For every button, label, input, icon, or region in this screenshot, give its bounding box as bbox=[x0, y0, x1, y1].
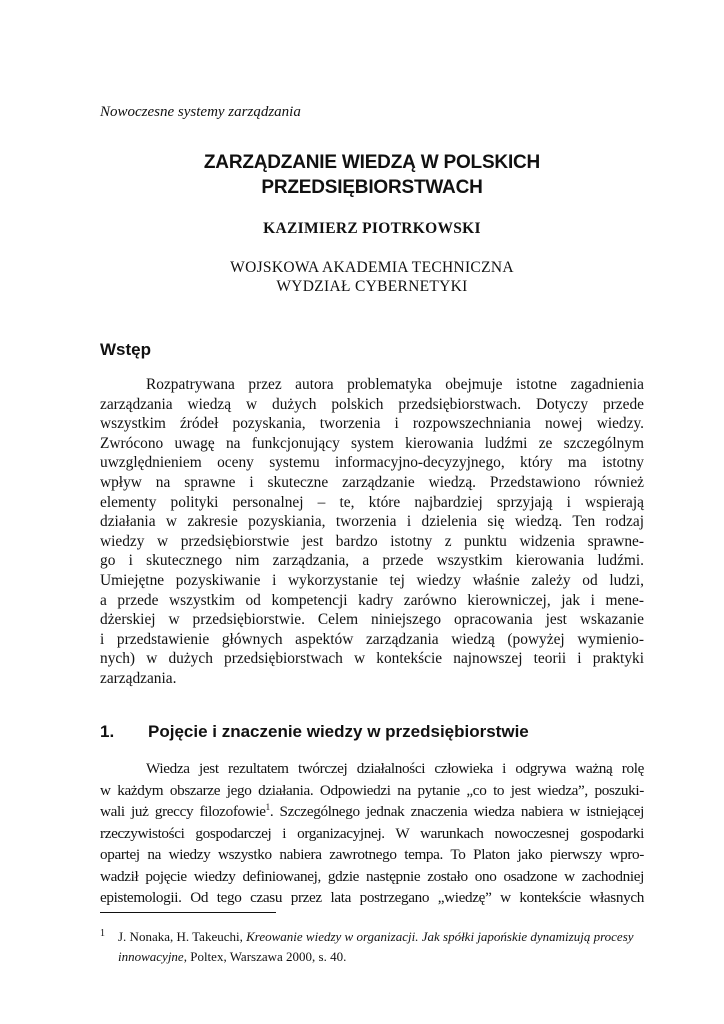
section-1-heading bbox=[100, 722, 529, 742]
section-1-paragraph bbox=[100, 759, 644, 910]
footnote-body bbox=[100, 927, 644, 967]
text-line: wpływ na sprawne i skuteczne zarządzanie wiedzą. Przedstawiono również bbox=[100, 473, 644, 491]
intro-heading: Wstęp bbox=[100, 340, 151, 359]
footnote-reference[interactable]: 1 bbox=[265, 801, 270, 812]
running-head: Nowoczesne systemy zarządzania bbox=[100, 104, 301, 120]
text-line: Umiejętne pozyskiwanie i wykorzystanie tej wiedzy właśnie zależy od ludzi, bbox=[100, 571, 644, 589]
text-line: w każdym obszarze jego działania. Odpowiedzi na pytanie „co to jest wiedza”, poszuki- bbox=[100, 781, 644, 799]
author-name: KAZIMIERZ PIOTRKOWSKI bbox=[263, 220, 481, 237]
affiliation-line-1: WOJSKOWA AKADEMIA TECHNICZNA bbox=[230, 259, 514, 276]
paper-title-line-1: ZARZĄDZANIE WIEDZĄ W POLSKICH bbox=[203, 152, 541, 173]
text-line: opartej na wiedzy wszystko nabiera zawrotnego tempa. To Platon jako pierwszy wpro- bbox=[100, 846, 644, 863]
text-line: i przedstawienie głównych aspektów zarządzania wiedzą (powyżej wymienio- bbox=[100, 630, 644, 648]
footnote-publisher: , Poltex, Warszawa 2000, s. 40. bbox=[183, 949, 347, 964]
affiliation-line-2: WYDZIAŁ CYBERNETYKI bbox=[276, 278, 468, 295]
section-number: 1. bbox=[100, 722, 115, 741]
text-line: go i skutecznego nim zarządzania, a przede wszystkim kierowania ludźmi. bbox=[100, 552, 644, 570]
text-line-with-footnote bbox=[100, 802, 644, 824]
footnote-mark: 1 bbox=[100, 928, 105, 939]
footnote-line-2 bbox=[118, 947, 644, 967]
text-line: wiedzy w przedsiębiorstwie jest bardzo istotny z punktu widzenia sprawne- bbox=[100, 532, 644, 550]
footnote-authors: J. Nonaka, H. Takeuchi, bbox=[118, 929, 247, 944]
text-line: nych) w dużych przedsiębiorstwach w kontekście najnowszej teorii i praktyki bbox=[100, 650, 644, 668]
text-line: zarządzania. bbox=[100, 669, 177, 687]
paper-title bbox=[100, 150, 644, 200]
text-line: wszystkim źródeł pozyskania, tworzenia i rozpowszechniania nowej wiedzy. bbox=[100, 415, 644, 433]
paper-title-line-2: PRZEDSIĘBIORSTWACH bbox=[261, 177, 483, 198]
text-line: elementy polityki personalnej – te, które najbardziej sprzyjają i wspierają bbox=[100, 493, 644, 511]
text-line: wadził pojęcie wiedzy definiowanej, gdzie następnie zostało ono osadzone w zachodniej bbox=[100, 867, 644, 885]
text-line: Zwrócono uwagę na funkcjonujący system kierowania ludźmi ze szczególnym bbox=[100, 434, 644, 452]
footnote-line-1 bbox=[118, 927, 644, 947]
section-title: Pojęcie i znaczenie wiedzy w przedsiębiorstwie bbox=[148, 722, 529, 741]
text-line: uwzględnieniem oceny systemu informacyjno-decyzyjnego, który ma istotny bbox=[100, 454, 644, 472]
footnote-book-title-cont: innowacyjne bbox=[118, 949, 184, 964]
text-segment: . Szczególnego jednak znaczenia wiedza nabiera w istniejącej bbox=[269, 803, 644, 820]
text-line: epistemologii. Od tego czasu przez lata postrzegano „wiedzę” w kontekście własnych bbox=[100, 889, 644, 906]
affiliation bbox=[100, 258, 644, 296]
text-segment: wali już greccy filozofowie bbox=[100, 803, 266, 820]
text-line: działania w zakresie pozyskiania, tworzenia i dzielenia się wiedzą. Ten rodzaj bbox=[100, 513, 644, 531]
footnote-divider bbox=[100, 912, 276, 913]
text-line: rzeczywistości gospodarczej i organizacyjnej. W warunkach nowoczesnej gospodarki bbox=[100, 824, 644, 842]
text-line: zarządzania wiedzą w dużych polskich przedsiębiorstwach. Dotyczy przede bbox=[100, 395, 644, 413]
text-line: dżerskiej w przedsiębiorstwie. Celem niniejszego opracowania jest wskazanie bbox=[100, 611, 644, 629]
text-line: a przede wszystkim od kompetencji kadry zarówno kierowniczej, jak i mene- bbox=[100, 591, 644, 609]
footnote bbox=[100, 927, 644, 967]
footnote-book-title: Kreowanie wiedzy w organizacji. Jak spółki japońskie dynamizują procesy bbox=[246, 929, 634, 944]
intro-paragraph bbox=[100, 375, 644, 689]
text-line: Rozpatrywana przez autora problematyka obejmuje istotne zagadnienia bbox=[146, 376, 644, 393]
text-line: Wiedza jest rezultatem twórczej działalności człowieka i odgrywa ważną rolę bbox=[146, 760, 644, 777]
